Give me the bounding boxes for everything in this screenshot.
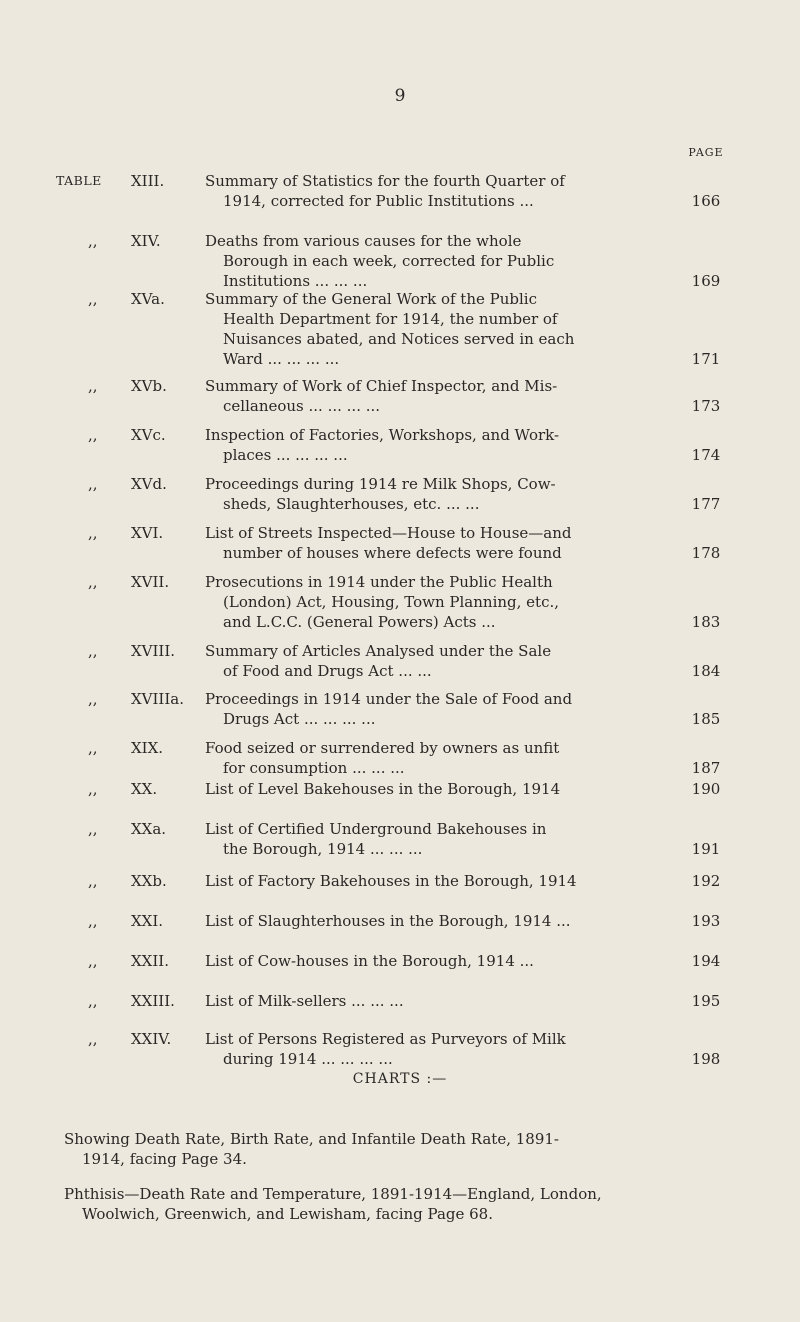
description-line: Summary of Work of Chief Inspector, and Mis- [205, 377, 558, 395]
ditto-mark: ,, [88, 780, 98, 798]
ditto-mark: ,, [88, 739, 98, 757]
entry-description [205, 689, 660, 729]
description-line: Borough in each week, corrected for Public [223, 252, 555, 270]
table-number: XVIIIa. [131, 690, 184, 708]
entry-description [205, 425, 660, 465]
page-reference: 171 [691, 350, 721, 368]
description-line: number of houses where defects were found [223, 544, 562, 562]
table-number: XXb. [131, 872, 167, 890]
description-line: Drugs Act ... ... ... ... [223, 710, 376, 728]
ditto-mark: ,, [88, 992, 98, 1010]
entry-description [205, 951, 660, 971]
page-reference: 190 [691, 780, 721, 798]
table-number: XVI. [131, 524, 164, 542]
description-line: the Borough, 1914 ... ... ... [223, 840, 423, 858]
page-reference: 178 [691, 544, 721, 562]
description-line: (London) Act, Housing, Town Planning, etc., [223, 593, 560, 611]
ditto-mark: ,, [88, 426, 98, 444]
ditto-mark: ,, [88, 872, 98, 890]
page-reference: 185 [691, 710, 721, 728]
table-number: XVb. [131, 377, 167, 395]
description-line: List of Milk-sellers ... ... ... [205, 992, 404, 1010]
page-reference: 183 [691, 613, 721, 631]
description-line: List of Cow-houses in the Borough, 1914 ... [205, 952, 534, 970]
description-line: and L.C.C. (General Powers) Acts ... [223, 613, 496, 631]
entry-description [205, 376, 660, 416]
page-reference: 193 [691, 912, 721, 930]
table-number: XXIII. [131, 992, 175, 1010]
entry-description [205, 231, 660, 291]
chart-entry [64, 1129, 740, 1169]
entry-description [205, 738, 660, 778]
entry-description [205, 819, 660, 859]
description-line: cellaneous ... ... ... ... [223, 397, 381, 415]
description-line: Summary of Articles Analysed under the Sale [205, 642, 552, 660]
page-reference: 191 [691, 840, 721, 858]
table-number: XX. [131, 780, 158, 798]
table-number: XXII. [131, 952, 169, 970]
page-reference: 187 [691, 759, 721, 777]
table-number: XIII. [131, 172, 165, 190]
description-line: Health Department for 1914, the number of [223, 310, 558, 328]
description-line: for consumption ... ... ... [223, 759, 405, 777]
page-reference: 174 [691, 446, 721, 464]
ditto-mark: ,, [88, 912, 98, 930]
page-reference: 194 [691, 952, 721, 970]
page-reference: 166 [691, 192, 721, 210]
description-line: Summary of Statistics for the fourth Quarter of [205, 172, 565, 190]
table-number: XVa. [131, 290, 165, 308]
description-line: Proceedings during 1914 re Milk Shops, Cow- [205, 475, 556, 493]
table-number: XXI. [131, 912, 164, 930]
entry-description [205, 572, 660, 632]
table-word: TABLE [56, 173, 102, 188]
page-reference: 198 [691, 1050, 721, 1068]
table-number: XVIII. [131, 642, 176, 660]
page-reference: 169 [691, 272, 721, 290]
charts-heading: CHARTS :— [352, 1071, 448, 1087]
ditto-mark: ,, [88, 524, 98, 542]
entry-description [205, 171, 660, 211]
entry-description [205, 641, 660, 681]
ditto-mark: ,, [88, 232, 98, 250]
description-line: sheds, Slaughterhouses, etc. ... ... [223, 495, 480, 513]
table-number: XVd. [131, 475, 167, 493]
entry-description [205, 871, 660, 891]
entry-description [205, 474, 660, 514]
page-number: 9 [394, 86, 406, 106]
description-line: List of Certified Underground Bakehouses in [205, 820, 547, 838]
table-number: XIX. [131, 739, 164, 757]
description-line: Proceedings in 1914 under the Sale of Food and [205, 690, 573, 708]
description-line: of Food and Drugs Act ... ... [223, 662, 432, 680]
description-line: Summary of the General Work of the Public [205, 290, 537, 308]
ditto-mark: ,, [88, 690, 98, 708]
entry-description [205, 911, 660, 931]
description-line: Deaths from various causes for the whole [205, 232, 522, 250]
ditto-mark: ,, [88, 820, 98, 838]
chart-line: 1914, facing Page 34. [82, 1150, 247, 1168]
table-number: XXIV. [131, 1030, 172, 1048]
page-column-heading: PAGE [688, 146, 724, 159]
chart-line: Woolwich, Greenwich, and Lewisham, facing Page 68. [82, 1205, 493, 1223]
ditto-mark: ,, [88, 952, 98, 970]
description-line: List of Streets Inspected—House to House—and [205, 524, 572, 542]
chart-line: Phthisis—Death Rate and Temperature, 1891-1914—England, London, [64, 1185, 602, 1203]
table-number: XVII. [131, 573, 170, 591]
description-line: List of Persons Registered as Purveyors of Milk [205, 1030, 566, 1048]
description-line: List of Level Bakehouses in the Borough, 1914 [205, 780, 561, 798]
description-line: Nuisances abated, and Notices served in each [223, 330, 575, 348]
table-number: XIV. [131, 232, 161, 250]
description-line: List of Factory Bakehouses in the Borough, 1914 [205, 872, 577, 890]
description-line: Food seized or surrendered by owners as unfit [205, 739, 560, 757]
chart-line: Showing Death Rate, Birth Rate, and Infantile Death Rate, 1891- [64, 1130, 559, 1148]
table-number: XXa. [131, 820, 167, 838]
entry-description [205, 289, 660, 369]
description-line: Inspection of Factories, Workshops, and Work- [205, 426, 560, 444]
description-line: during 1914 ... ... ... ... [223, 1050, 393, 1068]
entry-description [205, 523, 660, 563]
description-line: places ... ... ... ... [223, 446, 348, 464]
page-reference: 173 [691, 397, 721, 415]
description-line: Institutions ... ... ... [223, 272, 368, 290]
entry-description [205, 991, 660, 1011]
description-line: Ward ... ... ... ... [223, 350, 340, 368]
page-reference: 195 [691, 992, 721, 1010]
ditto-mark: ,, [88, 642, 98, 660]
page-reference: 192 [691, 872, 721, 890]
description-line: Prosecutions in 1914 under the Public Health [205, 573, 553, 591]
ditto-mark: ,, [88, 573, 98, 591]
chart-entry [64, 1184, 740, 1224]
description-line: 1914, corrected for Public Institutions ... [223, 192, 534, 210]
ditto-mark: ,, [88, 1030, 98, 1048]
description-line: List of Slaughterhouses in the Borough, 1914 ... [205, 912, 571, 930]
entry-description [205, 1029, 660, 1069]
page-reference: 184 [691, 662, 721, 680]
entry-description [205, 779, 660, 799]
ditto-mark: ,, [88, 290, 98, 308]
ditto-mark: ,, [88, 377, 98, 395]
table-number: XVc. [131, 426, 166, 444]
page-reference: 177 [691, 495, 721, 513]
ditto-mark: ,, [88, 475, 98, 493]
